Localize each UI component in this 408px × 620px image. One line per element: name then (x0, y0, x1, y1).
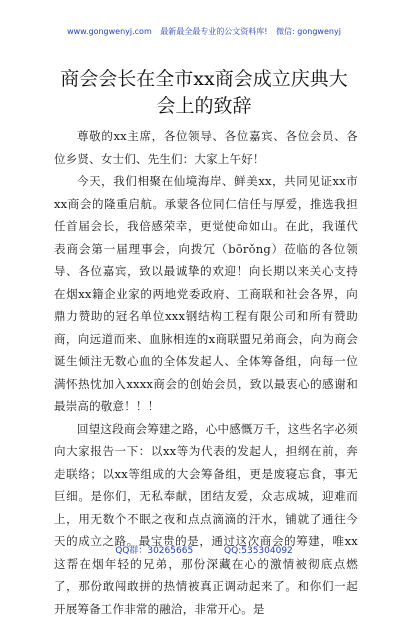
contact-footer (0, 545, 408, 557)
qq-group-number: QQ群：30265665 (115, 546, 193, 556)
body-paragraph-greeting: 尊敬的xx主席，各位领导、各位嘉宾、各位会员、各位乡贤、女士们、先生们：大家上午好！ (54, 125, 358, 170)
body-paragraph-review: 回望这段商会筹建之路，心中感慨万千，这些名字必须向大家报告一下：以xx等为代表的发起人，担纲在前，奔走联络；以xx等组成的大会筹备组，更是废寝忘食，事无巨细。是你们，无私奉献，团结友爱，众志成城，迎难而上，用无数个不眠之夜和点点滴滴的汗水，铺就了通往今天的成立之路。最宝贵的是，通过这次商会的筹建，唯xx这帮在烟年轻的兄弟，那份深藏在心的激情被彻底点燃了，那份敢闯敢拼的热情被真正调动起来了。和你们一起开展筹备工作非常的融洽，非常开心。是 (54, 418, 358, 620)
document-title: 商会会长在全市xx商会成立庆典大会上的致辞 (52, 66, 356, 120)
qq-number: QQ:535304092 (224, 546, 293, 556)
site-banner (0, 27, 408, 37)
wechat-id: 微信: gongwenyj (276, 27, 341, 36)
site-url-link[interactable]: www.gongwenyj.com (67, 27, 152, 36)
body-paragraph-thanks: 今天，我们相聚在仙境海岸、鲜美xx，共同见证xx市xx商会的隆重启航。承蒙各位同仁信任与厚爱，推选我担任首届会长，我倍感荣幸，更觉使命如山。在此，我谨代表商会第一届理事会，向拨冗（bōrǒng）莅临的各位领导、各位嘉宾，致以最诚挚的欢迎！向长期以来关心支持在烟xx籍企业家的两地党委政府、工商联和社会各界，向鼎力赞助的冠名单位xxx钢结构工程有限公司和所有赞助商，向远道而来、血脉相连的x商联盟兄弟商会，向为商会诞生倾注无数心血的全体发起人、全体筹备组，向每一位满怀热忱加入xxxx商会的创始会员，致以最衷心的感谢和最崇高的敬意！！！ (54, 170, 358, 418)
site-slogan: 最新最全最专业的公文资料库! (160, 27, 267, 36)
